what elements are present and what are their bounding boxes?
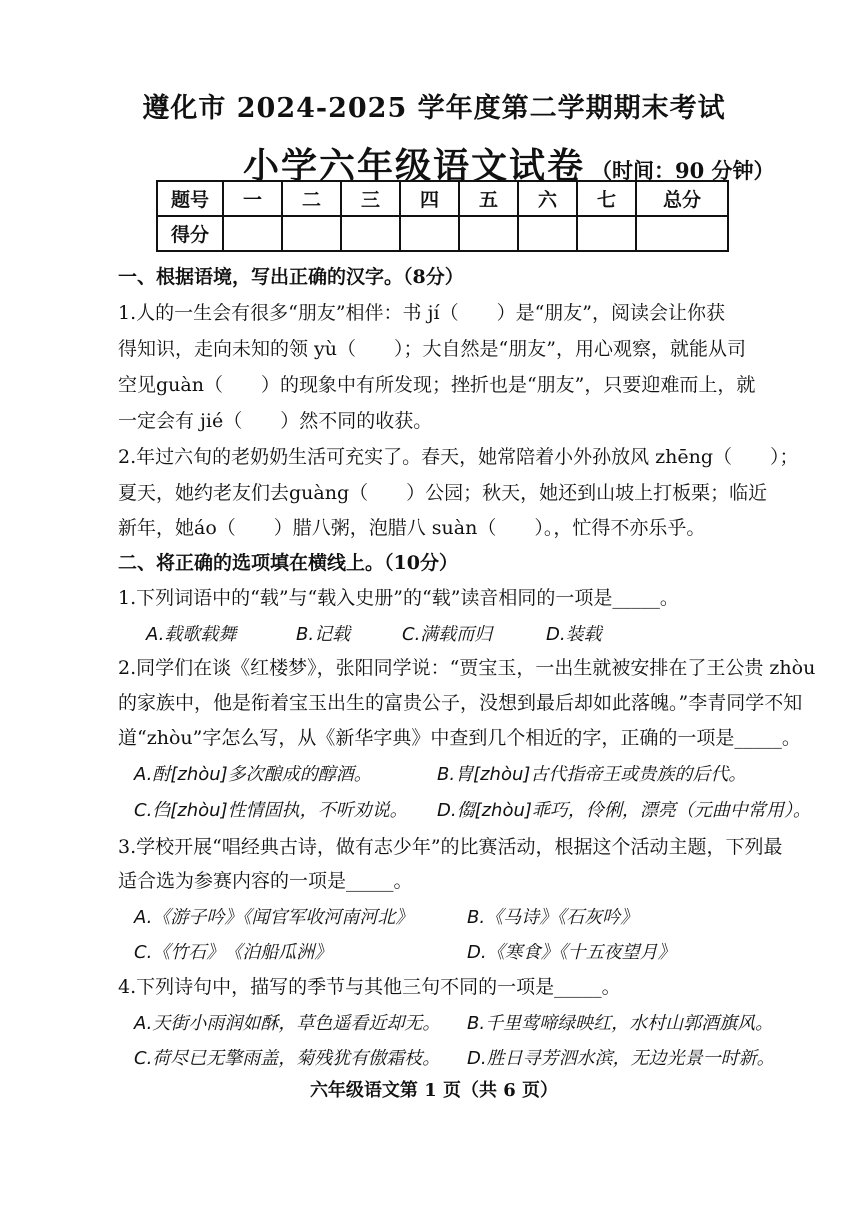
score-entry-cell[interactable] (341, 216, 400, 251)
question-3-line: 3.学校开展“唱经典古诗，做有志少年”的比赛活动，根据这个活动主题，下列最 (118, 836, 783, 858)
score-header-cell: 六 (518, 181, 577, 216)
section1-line: 2.年过六旬的老奶奶生活可充实了。春天，她常陪着小外孙放风 zhēng（ ）； (118, 446, 799, 468)
section1-line: 1.人的一生会有很多“朋友”相伴：书 jí（ ）是“朋友”，阅读会让你获 (118, 302, 725, 324)
score-entry-cell[interactable] (282, 216, 341, 251)
score-table-score-row (157, 216, 728, 251)
q4-option-a: A.天街小雨润如酥，草色遥看近却无。 (134, 1013, 441, 1034)
q1-option-b: B.记载 (296, 624, 351, 645)
section1-line: 一定会有 jié（ ）然不同的收获。 (118, 410, 433, 432)
section1-line: 空见guàn（ ）的现象中有所发现；挫折也是“朋友”，只要迎难而上，就 (118, 374, 756, 396)
q2-option-b: B.胄[zhòu]古代指帝王或贵族的后代。 (437, 764, 747, 785)
paper-title: 小学六年级语文试卷 (243, 145, 586, 187)
score-header-cell: 二 (282, 181, 341, 216)
score-header-cell: 四 (400, 181, 459, 216)
question-2-line: 道“zhòu”字怎么写，从《新华字典》中查到几个相近的字，正确的一项是_____。 (118, 727, 801, 749)
score-entry-cell[interactable] (459, 216, 518, 251)
section2-heading: 二、将正确的选项填在横线上。（10分） (118, 552, 458, 574)
q2-option-d: D.㑳[zhòu]乖巧，伶俐，漂亮（元曲中常用）。 (437, 800, 811, 821)
q3-option-a: A.《游子吟》《闻官军收河南河北》 (134, 907, 414, 928)
q3-option-d: D.《寒食》《十五夜望月》 (467, 942, 676, 963)
score-table (156, 180, 729, 252)
q4-option-c: C.荷尽已无擎雨盖，菊残犹有傲霜枝。 (134, 1048, 441, 1069)
score-entry-cell[interactable] (518, 216, 577, 251)
question-2-line: 的家族中，他是衔着宝玉出生的富贵公子，没想到最后却如此落魄。”李青同学不知 (118, 692, 803, 714)
section1-heading: 一、根据语境，写出正确的汉字。（8分） (118, 266, 464, 288)
question-2-line: 2.同学们在谈《红楼梦》，张阳同学说：“贾宝玉，一出生就被安排在了王公贵 zhòu (118, 657, 816, 679)
q4-option-d: D.胜日寻芳泗水滨，无边光景一时新。 (467, 1048, 775, 1069)
q1-option-d: D.装载 (546, 624, 602, 645)
score-entry-cell[interactable] (577, 216, 636, 251)
q3-option-c: C.《竹石》 《泊船瓜洲》 (134, 942, 333, 963)
section1-line: 新年，她áo（ ）腊八粥，泡腊八 suàn（ ）。，忙得不亦乐乎。 (118, 517, 706, 539)
score-entry-cell[interactable] (223, 216, 282, 251)
score-entry-cell[interactable] (636, 216, 728, 251)
score-row-label: 得分 (157, 216, 223, 251)
question-3-line: 适合选为参赛内容的一项是_____。 (118, 870, 413, 892)
q4-option-b: B.千里莺啼绿映红，水村山郭酒旗风。 (467, 1013, 774, 1034)
q3-option-b: B.《马诗》《石灰吟》 (467, 907, 639, 928)
score-header-cell: 三 (341, 181, 400, 216)
exam-title: 遵化市 2024-2025 学年度第二学期期末考试 (142, 93, 726, 124)
q1-option-a: A.载歌载舞 (146, 624, 237, 645)
time-limit: （时间：90 分钟） (591, 158, 775, 183)
page-footer: 六年级语文第 1 页（共 6 页） (309, 1080, 559, 1101)
section1-line: 得知识，走向未知的领 yù（ ）；大自然是“朋友”，用心观察，就能从司 (118, 338, 746, 360)
q2-option-a: A.酎[zhòu]多次酿成的醇酒。 (134, 764, 372, 785)
score-header-cell: 题号 (157, 181, 223, 216)
section1-line: 夏天，她约老友们去guàng（ ）公园；秋天，她还到山坡上打板栗；临近 (118, 482, 768, 504)
score-header-cell: 五 (459, 181, 518, 216)
q1-option-c: C.满载而归 (402, 624, 493, 645)
score-header-cell: 总分 (636, 181, 728, 216)
score-table-header-row (157, 181, 728, 216)
score-entry-cell[interactable] (400, 216, 459, 251)
score-header-cell: 七 (577, 181, 636, 216)
question-1: 1.下列词语中的“载”与“载入史册”的“载”读音相同的一项是_____。 (118, 587, 679, 609)
q2-option-c: C.㑇[zhòu]性情固执，不听劝说。 (134, 800, 408, 821)
question-4: 4.下列诗句中，描写的季节与其他三句不同的一项是_____。 (118, 976, 621, 998)
score-header-cell: 一 (223, 181, 282, 216)
